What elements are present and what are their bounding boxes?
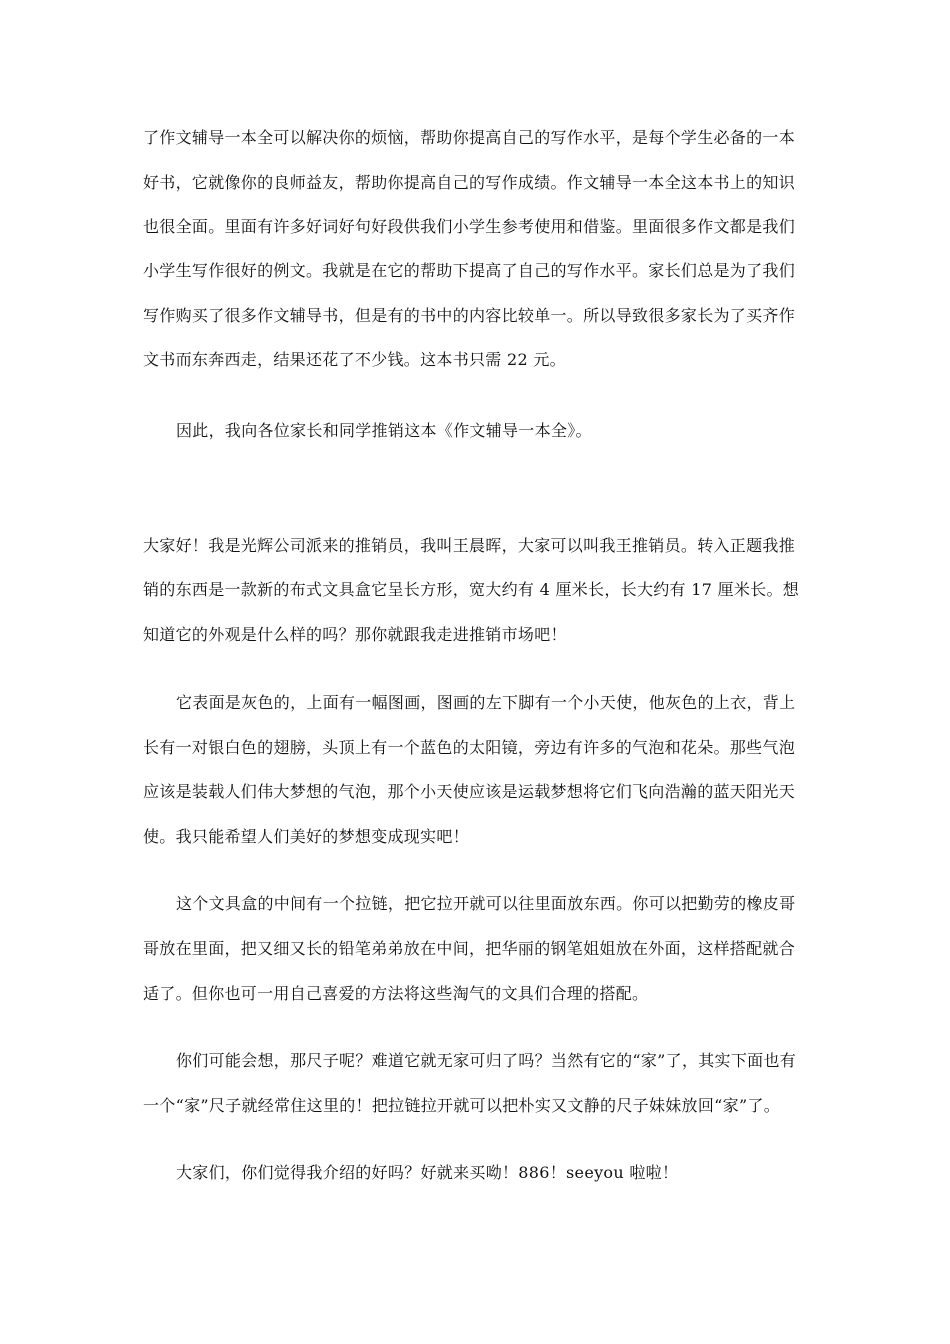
paragraph-1-line-3: 也很全面。里面有许多好词好句好段供我们小学生参考使用和借鉴。里面很多作文都是我们 bbox=[143, 217, 796, 236]
paragraph-3-line-1: 大家好！我是光辉公司派来的推销员，我叫王晨晖，大家可以叫我王推销员。转入正题我推 bbox=[143, 536, 796, 555]
paragraph-6-line-1: 你们可能会想，那尺子呢？难道它就无家可归了吗？当然有它的“家”了，其实下面也有 bbox=[176, 1051, 797, 1070]
paragraph-4-line-2: 长有一对银白色的翅膀，头顶上有一个蓝色的太阳镜，旁边有许多的气泡和花朵。那些气泡 bbox=[143, 738, 796, 757]
paragraph-6-line-2: 一个“家”尺子就经常住这里的！把拉链拉开就可以把朴实又文静的尺子妹妹放回“家”了。 bbox=[143, 1096, 781, 1115]
paragraph-4-line-4: 使。我只能希望人们美好的梦想变成现实吧！ bbox=[143, 827, 470, 846]
paragraph-4-line-1: 它表面是灰色的，上面有一幅图画，图画的左下脚有一个小天使，他灰色的上衣，背上 bbox=[176, 693, 796, 712]
paragraph-4-line-3: 应该是装载人们伟大梦想的气泡，那个小天使应该是运载梦想将它们飞向浩瀚的蓝天阳光天 bbox=[143, 782, 796, 801]
paragraph-5-line-1: 这个文具盒的中间有一个拉链，把它拉开就可以往里面放东西。你可以把勤劳的橡皮哥 bbox=[176, 894, 796, 913]
paragraph-2-line-1: 因此，我向各位家长和同学推销这本《作文辅导一本全》。 bbox=[176, 421, 592, 440]
paragraph-1-line-1: 了作文辅导一本全可以解决你的烦恼，帮助你提高自己的写作水平，是每个学生必备的一本 bbox=[143, 128, 796, 147]
paragraph-3-line-3: 知道它的外观是什么样的吗？那你就跟我走进推销市场吧！ bbox=[143, 625, 567, 644]
paragraph-7-line-1: 大家们，你们觉得我介绍的好吗？好就来买呦！886！seeyou 啦啦！ bbox=[176, 1163, 679, 1182]
paragraph-5-line-3: 适了。但你也可一用自己喜爱的方法将这些淘气的文具们合理的搭配。 bbox=[143, 984, 649, 1003]
paragraph-1-line-5: 写作购买了很多作文辅导书，但是有的书中的内容比较单一。所以导致很多家长为了买齐作 bbox=[143, 306, 796, 325]
paragraph-3-line-2: 销的东西是一款新的布式文具盒它呈长方形，宽大约有 4 厘米长，长大约有 17 厘米长。想 bbox=[143, 580, 800, 599]
paragraph-1-line-4: 小学生写作很好的例文。我就是在它的帮助下提高了自己的写作水平。家长们总是为了我们 bbox=[143, 261, 796, 280]
paragraph-1-line-2: 好书，它就像你的良师益友，帮助你提高自己的写作成绩。作文辅导一本全这本书上的知识 bbox=[143, 173, 796, 192]
paragraph-5-line-2: 哥放在里面，把又细又长的铅笔弟弟放在中间，把华丽的钢笔姐姐放在外面，这样搭配就合 bbox=[143, 939, 796, 958]
paragraph-1-line-6: 文书而东奔西走，结果还花了不少钱。这本书只需 22 元。 bbox=[143, 350, 566, 369]
